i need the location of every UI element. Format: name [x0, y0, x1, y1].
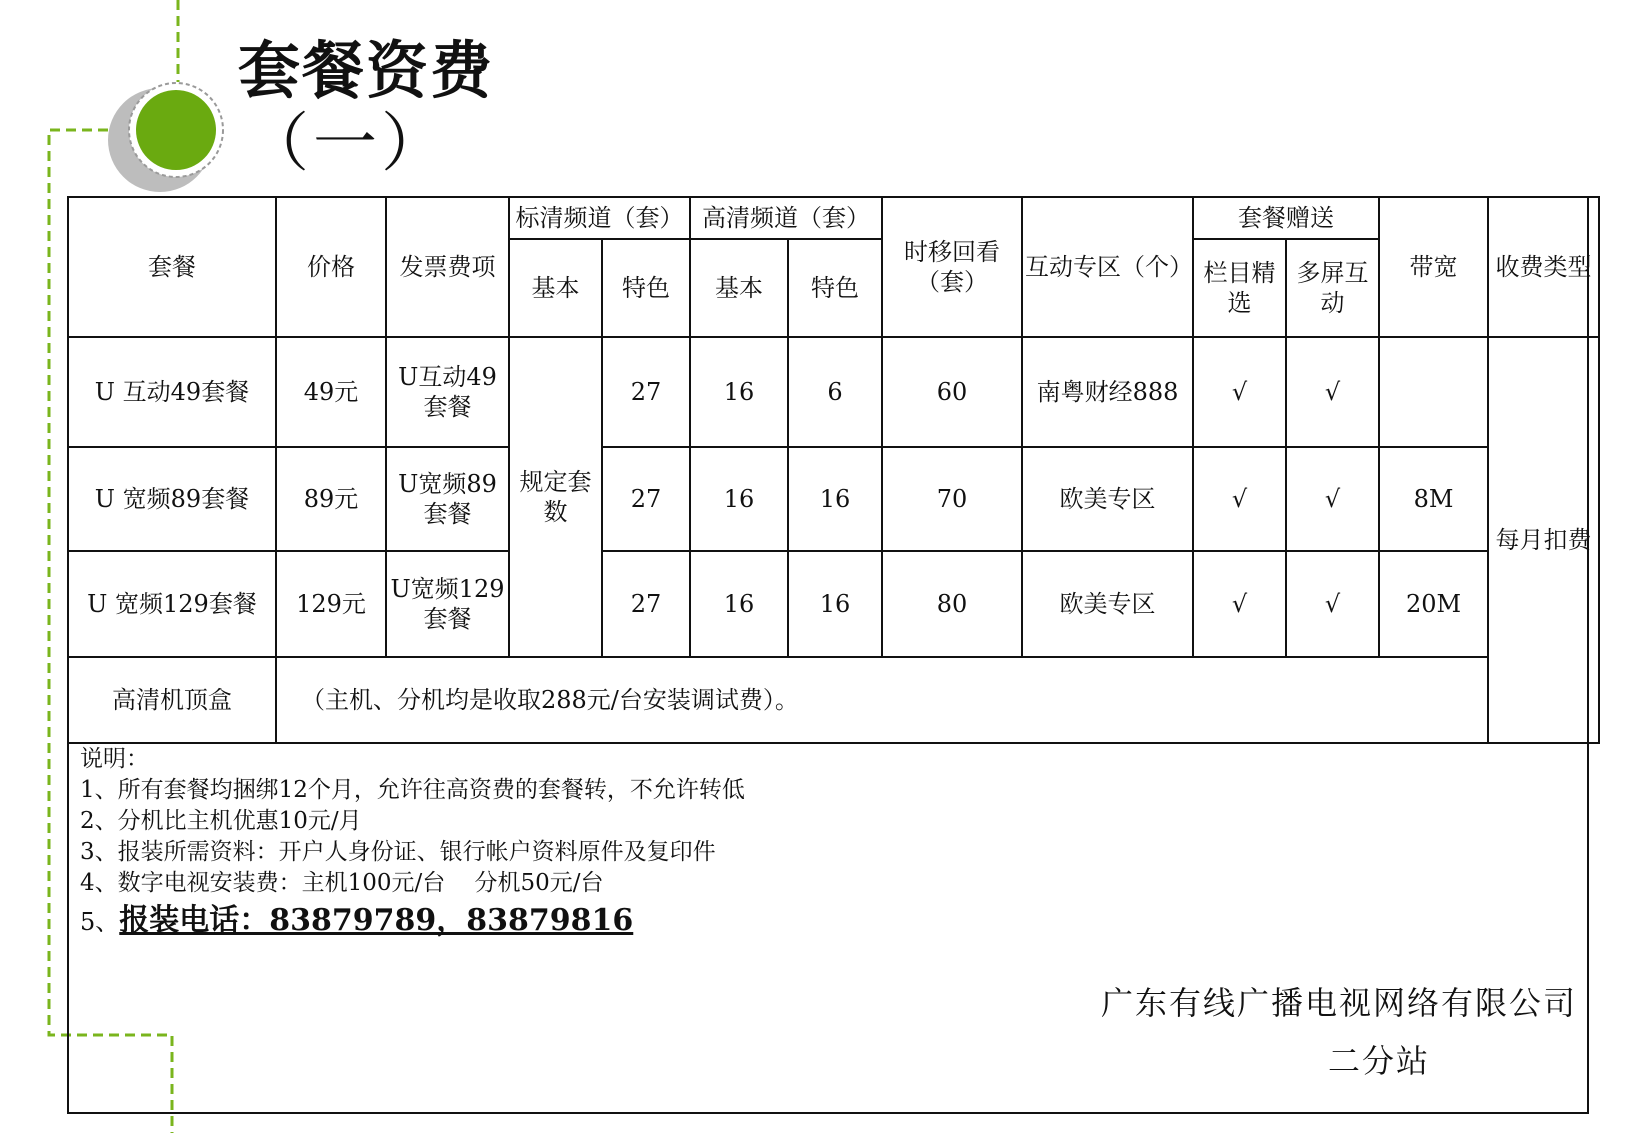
- cell-multiscreen: √: [1286, 551, 1379, 657]
- cell-hd-feature: 16: [788, 551, 882, 657]
- head-gift: 套餐赠送: [1193, 197, 1379, 239]
- cell-sd-basic-merged: 规定套数: [509, 337, 602, 657]
- cell-stb-label: 高清机顶盒: [68, 657, 276, 743]
- cell-column-select: √: [1193, 447, 1286, 551]
- page-title: 套餐资费: [238, 34, 495, 107]
- head-price: 价格: [276, 197, 386, 337]
- cell-multiscreen: √: [1286, 447, 1379, 551]
- table-row: [68, 551, 1599, 657]
- phone-numbers: 报装电话：83879789，83879816: [119, 903, 634, 938]
- cell-invoice: U宽频129套餐: [386, 551, 509, 657]
- cell-column-select: √: [1193, 337, 1286, 447]
- head-timeshift: 时移回看（套）: [882, 197, 1022, 337]
- head-invoice: 发票费项: [386, 197, 509, 337]
- head-interactive: 互动专区（个）: [1022, 197, 1193, 337]
- head-hd-channels: 高清频道（套）: [690, 197, 882, 239]
- cell-price: 89元: [276, 447, 386, 551]
- note-item: 4、数字电视安装费：主机100元/台 分机50元/台: [80, 870, 604, 896]
- phone-line: [80, 905, 745, 938]
- head-column-select: 栏目精选: [1193, 239, 1286, 337]
- note-item: 1、所有套餐均捆绑12个月，允许往高资费的套餐转，不允许转低: [80, 777, 745, 803]
- header-row-1: [68, 197, 1599, 239]
- head-sd-basic: 基本: [509, 239, 602, 337]
- cell-invoice: U宽频89套餐: [386, 447, 509, 551]
- note-item: 2、分机比主机优惠10元/月: [80, 808, 362, 834]
- cell-hd-basic: 16: [690, 337, 788, 447]
- company-name: 广东有线广播电视网络有限公司: [1100, 984, 1577, 1022]
- cell-hd-basic: 16: [690, 551, 788, 657]
- cell-multiscreen: √: [1286, 337, 1379, 447]
- cell-bandwidth: [1379, 337, 1488, 447]
- head-fee-type: 收费类型: [1488, 197, 1599, 337]
- cell-package: U 互动49套餐: [68, 337, 276, 447]
- head-bandwidth: 带宽: [1379, 197, 1488, 337]
- cell-sd-feature: 27: [602, 447, 690, 551]
- cell-package: U 宽频89套餐: [68, 447, 276, 551]
- cell-timeshift: 80: [882, 551, 1022, 657]
- cell-sd-feature: 27: [602, 551, 690, 657]
- head-multiscreen: 多屏互动: [1286, 239, 1379, 337]
- cell-bandwidth: 8M: [1379, 447, 1488, 551]
- table-row: [68, 337, 1599, 447]
- cell-hd-feature: 6: [788, 337, 882, 447]
- head-sd-channels: 标清频道（套）: [509, 197, 690, 239]
- cell-fee-type-merged: 每月扣费: [1488, 337, 1599, 743]
- cell-bandwidth: 20M: [1379, 551, 1488, 657]
- cell-package: U 宽频129套餐: [68, 551, 276, 657]
- cell-invoice: U互动49套餐: [386, 337, 509, 447]
- notes-heading: 说明：: [80, 746, 149, 772]
- page-subtitle: （一）: [245, 107, 449, 181]
- head-hd-feature: 特色: [788, 239, 882, 337]
- head-hd-basic: 基本: [690, 239, 788, 337]
- cell-column-select: √: [1193, 551, 1286, 657]
- cell-interactive: 欧美专区: [1022, 447, 1193, 551]
- cell-price: 129元: [276, 551, 386, 657]
- circle-logo-icon: [108, 83, 223, 192]
- cell-interactive: 南粤财经888: [1022, 337, 1193, 447]
- cell-price: 49元: [276, 337, 386, 447]
- note-item: 3、报装所需资料：开户人身份证、银行帐户资料原件及复印件: [80, 839, 716, 865]
- head-sd-feature: 特色: [602, 239, 690, 337]
- branch-name: 二分站: [1328, 1042, 1431, 1080]
- cell-interactive: 欧美专区: [1022, 551, 1193, 657]
- head-package: 套餐: [68, 197, 276, 337]
- cell-hd-basic: 16: [690, 447, 788, 551]
- cell-sd-feature: 27: [602, 337, 690, 447]
- tariff-table: [67, 196, 1600, 744]
- phone-prefix: 5、: [80, 908, 120, 936]
- table-row: [68, 447, 1599, 551]
- stb-row: [68, 657, 1599, 743]
- cell-hd-feature: 16: [788, 447, 882, 551]
- notes-section: [80, 744, 745, 938]
- cell-timeshift: 70: [882, 447, 1022, 551]
- cell-stb-note: （主机、分机均是收取288元/台安装调试费）。: [276, 657, 1488, 743]
- cell-timeshift: 60: [882, 337, 1022, 447]
